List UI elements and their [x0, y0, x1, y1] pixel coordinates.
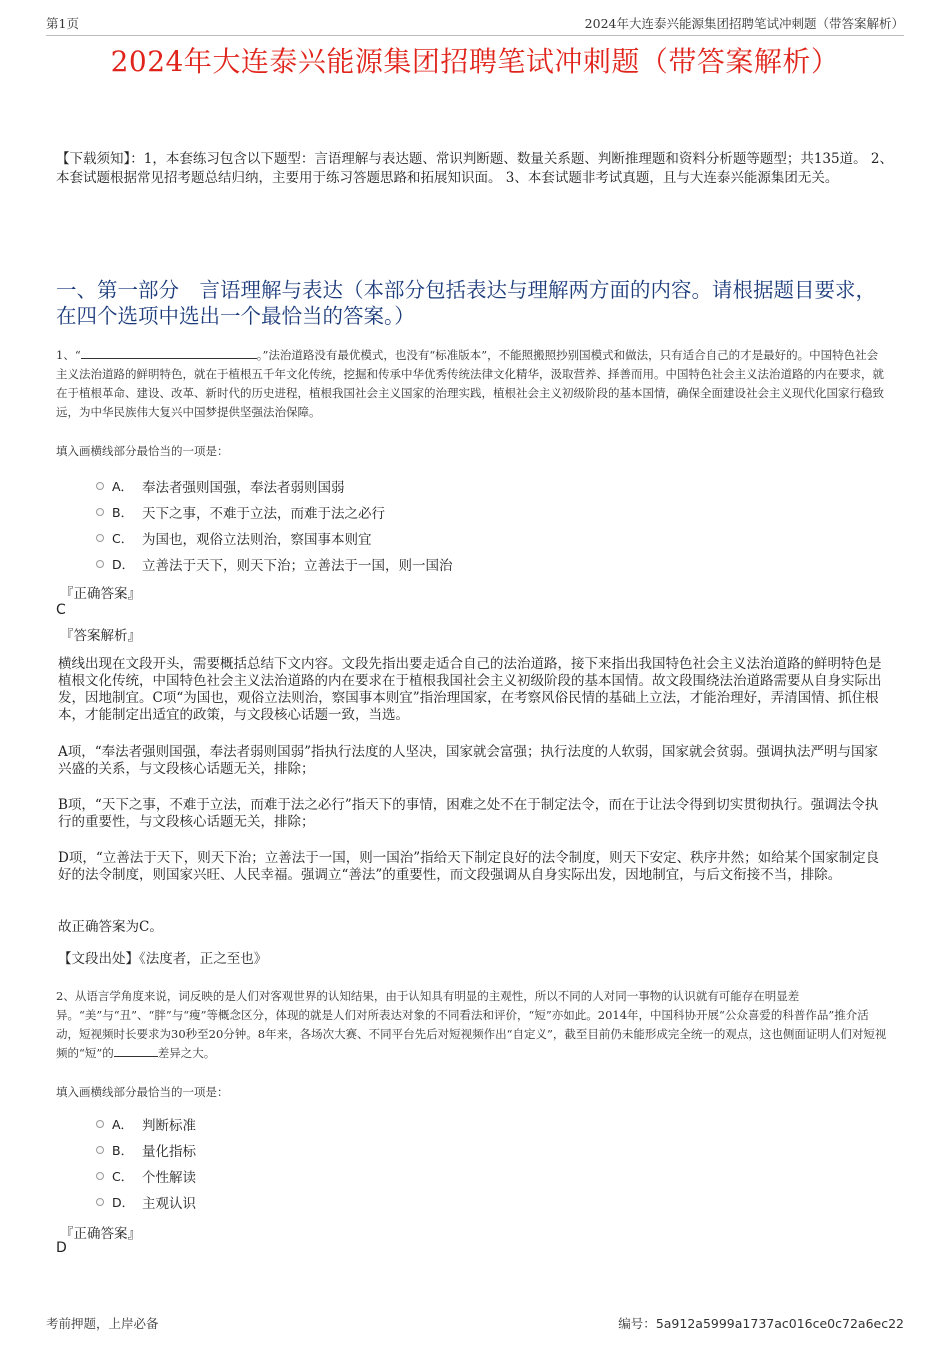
question-1-answer: C: [56, 602, 66, 618]
question-2-option-b[interactable]: B． 量化指标: [96, 1137, 196, 1163]
question-1-answer-label: 『正确答案』: [60, 586, 141, 602]
question-2-option-a[interactable]: A． 判断标准: [96, 1111, 196, 1137]
radio-icon[interactable]: [96, 1172, 104, 1180]
question-1-stem: [56, 346, 888, 422]
question-2-answer: D: [56, 1240, 67, 1256]
question-2-option-d[interactable]: D． 主观认识: [96, 1189, 196, 1215]
analysis-conclusion: 故正确答案为C。: [58, 919, 163, 935]
radio-icon[interactable]: [96, 1120, 104, 1128]
section-heading: 一、第一部分 言语理解与表达（本部分包括表达与理解两方面的内容。请根据题目要求，在四个选项中选出一个最恰当的答案。）: [56, 278, 876, 328]
radio-icon[interactable]: [96, 560, 104, 568]
document-title: 2024年大连泰兴能源集团招聘笔试冲刺题（带答案解析）: [110, 45, 840, 78]
question-1-option-b[interactable]: B． 天下之事，不难于立法，而难于法之必行: [96, 499, 453, 525]
radio-icon[interactable]: [96, 534, 104, 542]
radio-icon[interactable]: [96, 508, 104, 516]
question-2-stem: [56, 987, 888, 1063]
question-1-option-d[interactable]: D． 立善法于天下，则天下治；立善法于一国，则一国治: [96, 551, 453, 577]
question-2-options: [96, 1111, 196, 1215]
page-header: [46, 14, 904, 36]
question-2-option-c[interactable]: C． 个性解读: [96, 1163, 196, 1189]
question-2-tail: 差异之大。: [157, 1046, 216, 1060]
analysis-paragraph: D项，“立善法于天下，则天下治；立善法于一国，则一国治”指给天下制定良好的法令制度，则天下安定、秩序井然；如给某个国家制定良好的法令制度，则国家兴旺、人民幸福。强调立“善法”的重要性，而文段强调从自身实际出发，因地制宜，与后文衔接不当，排除。: [58, 850, 880, 883]
question-2-instruction: 填入画横线部分最恰当的一项是：: [56, 1085, 229, 1099]
radio-icon[interactable]: [96, 1146, 104, 1154]
question-1-instruction: 填入画横线部分最恰当的一项是：: [56, 444, 229, 458]
radio-icon[interactable]: [96, 482, 104, 490]
question-1-prefix: 1、“: [56, 348, 81, 362]
question-1-option-c[interactable]: C． 为国也，观俗立法则治，察国事本则宜: [96, 525, 453, 551]
question-1-blank: [81, 346, 257, 359]
header-doc-title: 2024年大连泰兴能源集团招聘笔试冲刺题（带答案解析）: [584, 16, 904, 31]
analysis-source: 【文段出处】《法度者，正之至也》: [58, 951, 268, 967]
question-2-text: 2、从语言学角度来说，词反映的是人们对客观世界的认知结果，由于认知具有明显的主观性，所以不同的人对同一事物的认识就有可能存在明显差异。“美”与“丑”、“胖”与“瘦”等概念区分，体现的就是人们对所表达对象的不同看法和评价，“短”亦如此。2014年，中国科协开展“公众喜爱的科普作品”推介活动，短视频时长要求为30秒至20分钟。8年来，各场次大赛、不同平台先后对短视频作出“自定义”，截至目前仍未能形成完全统一的观点，这也侧面证明人们对短视频的“短”的: [56, 989, 887, 1060]
question-1-options: [96, 473, 453, 577]
analysis-paragraph: B项，“天下之事，不难于立法，而难于法之必行”指天下的事情，困难之处不在于制定法令，而在于让法令得到切实贯彻执行。强调法令执行的重要性，与文段核心话题无关，排除；: [58, 797, 879, 830]
radio-icon[interactable]: [96, 1198, 104, 1206]
question-1-analysis-label: 『答案解析』: [60, 628, 141, 644]
question-1-option-a[interactable]: A． 奉法者强则国强，奉法者弱则国弱: [96, 473, 453, 499]
analysis-paragraph: A项，“奉法者强则国强，奉法者弱则国弱”指执行法度的人坚决，国家就会富强；执行法度的人软弱，国家就会贫弱。强调执法严明与国家兴盛的关系，与文段核心话题无关，排除；: [58, 744, 879, 777]
download-notice: 【下载须知】：1，本套练习包含以下题型：言语理解与表达题、常识判断题、数量关系题、判断推理题和资料分析题等题型；共135道。 2、本套试题根据常见招考题总结归纳，主要用于练习答题思路和拓展知识面。 3、本套试题非考试真题，且与大连泰兴能源集团无关。: [56, 151, 893, 186]
analysis-paragraph: 横线出现在文段开头，需要概括总结下文内容。文段先指出要走适合自己的法治道路，接下来指出我国特色社会主义法治道路的鲜明特色是植根文化传统，中国特色社会主义法治道路的内在要求在于植根我国社会主义初级阶段的基本国情。故文段围绕法治道路需要从自身实际出发，因地制宜。C项“为国也，观俗立法则治，察国事本则宜”指治理国家，在考察风俗民情的基础上立法，才能治理好，弄清国情、抓住根本，才能制定出适宜的政策，与文段核心话题一致，当选。: [58, 656, 882, 723]
page-number: 第1页: [46, 16, 79, 31]
footer-code: 编号：5a912a5999a1737ac016ce0c72a6ec22: [618, 1316, 904, 1331]
page-footer: [46, 1314, 904, 1332]
question-1-text: 。”法治道路没有最优模式，也没有“标准版本”，不能照搬照抄别国模式和做法，只有适合自己的才是最好的。中国特色社会主义法治道路的鲜明特色，就在于植根五千年文化传统，挖掘和传承中华优秀传统法律文化精华，汲取营养、择善而用。中国特色社会主义法治道路的内在要求，就在于植根革命、建设、改革、新时代的历史进程，植根我国社会主义国家的治理实践，植根社会主义初级阶段的基本国情，确保全面建设社会主义现代化国家行稳致远，为中华民族伟大复兴中国梦提供坚强法治保障。: [56, 348, 884, 419]
question-2-blank: [114, 1044, 158, 1057]
footer-slogan: 考前押题，上岸必备: [46, 1316, 159, 1331]
question-2-answer-label: 『正确答案』: [60, 1226, 141, 1242]
